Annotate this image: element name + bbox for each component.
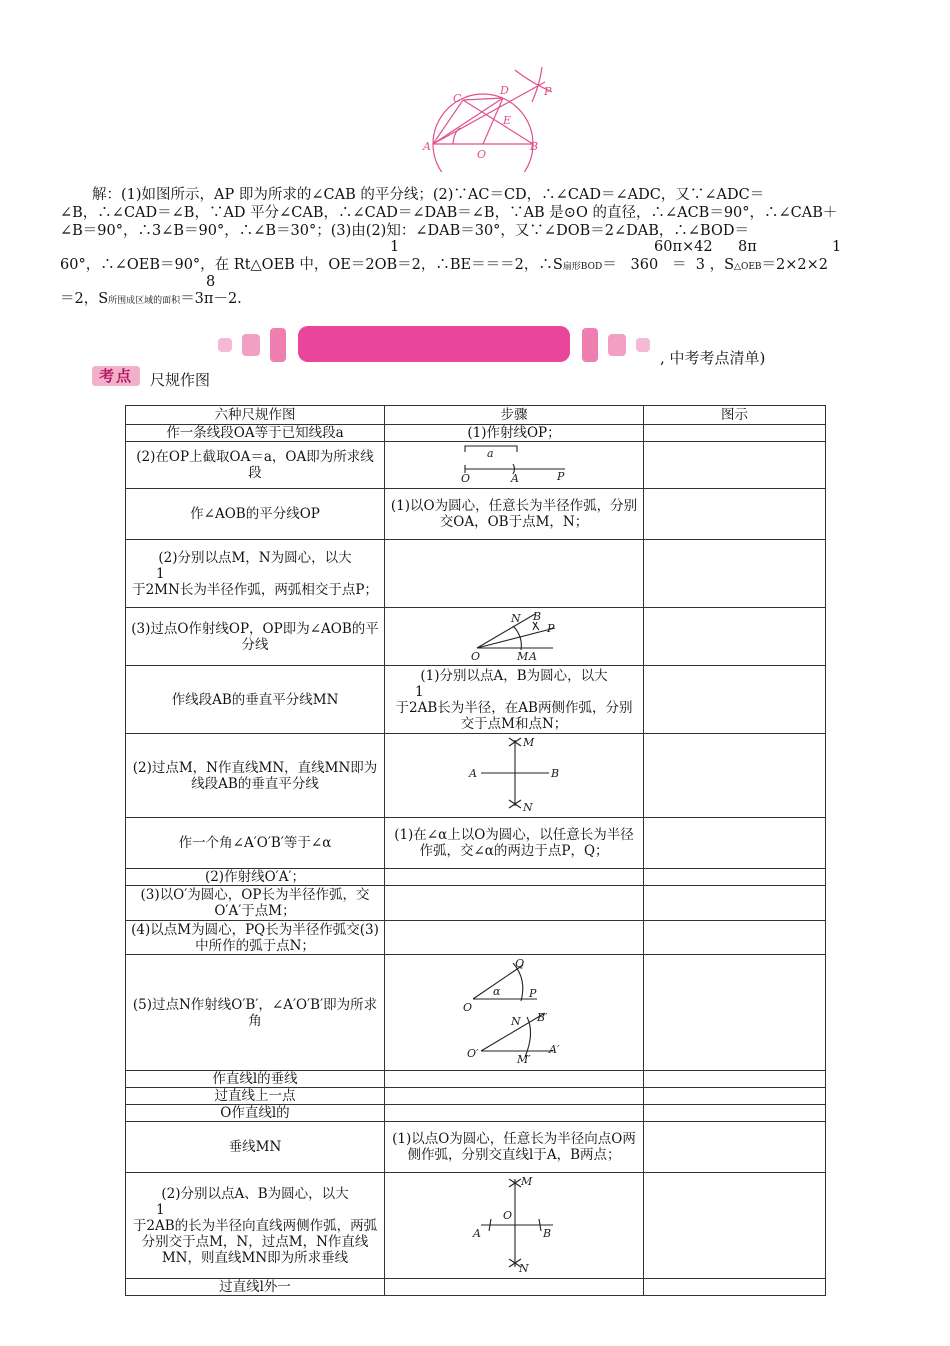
solution-line-1: 解：(1)如图所示，AP 即为所求的∠CAB 的平分线；(2)∵AC＝CD，∴∠CAD＝∠ADC，又∵∠ADC＝ [92,187,765,203]
table-cell: (1)在∠α上以O为圆心，以任意长为半径作弧，交∠α的两边于点P，Q； [385,818,644,869]
construction-table [125,405,826,1296]
banner-block [582,328,598,362]
table-cell: (2)作射线O′A′； [126,869,385,886]
table-cell: 过直线l外一 [126,1279,385,1296]
chord-cd [463,98,503,100]
table-cell [644,442,826,489]
circle-construction-figure [420,62,565,172]
table-header-row [126,406,826,425]
header-cell: 图示 [644,406,826,425]
table-cell [385,1088,644,1105]
label-o: O [463,1001,473,1014]
table-row [126,1088,826,1105]
header-cell: 步骤 [385,406,644,425]
label-b: B [543,1227,552,1240]
label-o: O [461,472,471,484]
table-row [126,818,826,869]
bisector-ap [433,82,545,144]
table-cell: (2)分别以点M，N为圆心，以大 1 于2MN长为半径作弧，两弧相交于点P； [126,540,385,608]
table-cell: (2)分别以点A、B为圆心，以大 1 于2AB的长为半径向直线两侧作弧，两弧分别交于点M，N，过点M，N作直线MN，则直线MN即为所求垂线 [126,1173,385,1279]
table-cell: 作线段AB的垂直平分线MN [126,666,385,734]
label-q: Q [515,957,525,970]
label-a-point: A [511,472,519,484]
perpendicular-bisector-figure [385,734,644,813]
table-cell [644,489,826,540]
solution-line-3: ∠B＝90°，∴3∠B＝90°，∴∠B＝30°；(3)由(2)知：∠DAB＝30°，又∵∠DOB＝2∠DAB，∴∠BOD＝ [60,223,749,239]
table-row [126,1105,826,1122]
table-cell: (4)以点M为圆心，PQ长为半径作弧交(3)中所作的弧于点N； [126,921,385,955]
label-n: N [523,801,533,813]
table-cell: O作直线l的 [126,1105,385,1122]
table-cell [385,869,644,886]
segment-figure [385,442,644,484]
table-cell [644,1279,826,1296]
table-cell [644,869,826,886]
fraction-numerator-3: 8π [738,239,757,255]
table-cell [644,1122,826,1173]
label-b: B [551,767,560,780]
fraction-numerator-4: 1 [832,239,842,255]
table-cell: (1)以O为圆心，任意长为半径作弧，分别交OA，OB于点M，N； [385,489,644,540]
label-p: P [557,470,565,483]
table-cell [644,1173,826,1279]
table-cell: 过直线上一点 [126,1088,385,1105]
label-a-prime: A′ [549,1043,560,1056]
table-cell [385,1071,644,1088]
section-title: , 中考考点清单) [660,349,766,367]
solution-line-2: ∠B，∴∠CAD＝∠B，∵AD 平分∠CAB，∴∠CAD＝∠DAB＝∠B，∵AB 是⊙O 的直径，∴∠ACB＝90°，∴∠CAB＋ [60,205,838,221]
table-row [126,1279,826,1296]
table-cell [385,1279,644,1296]
banner-block [608,334,626,356]
table-row [126,540,826,608]
label-d: D [500,84,509,97]
table-cell [644,540,826,608]
label-p: P [547,622,555,635]
copy-angle-figure [385,955,644,1066]
label-o: O [503,1209,513,1222]
label-p: P [544,85,552,98]
kaodian-title: 尺规作图 [150,371,211,389]
table-cell: 作一条线段OA等于已知线段a [126,425,385,442]
table-cell [644,734,826,818]
table-cell [644,1105,826,1122]
table-cell: (5)过点N作射线O′B′，∠A′O′B′即为所求角 [126,955,385,1071]
table-cell [644,1088,826,1105]
table-row [126,869,826,886]
label-n: N [519,1262,529,1274]
table-cell: (3)过点O作射线OP，OP即为∠AOB的平分线 [126,608,385,666]
banner-block [636,338,650,352]
label-c: C [453,92,462,105]
table-cell: 作一个角∠A′O′B′等于∠α [126,818,385,869]
table-cell: (1)以点O为圆心，任意长为半径向点O两侧作弧，分别交直线l于A，B两点； [385,1122,644,1173]
label-m: M [517,650,529,661]
table-cell [385,608,644,666]
kaodian-tag: 考点 [92,366,140,386]
label-o: O [477,148,487,161]
table-cell [644,425,826,442]
banner-block [242,334,260,356]
label-a: A [529,650,537,661]
table-cell: 作直线l的垂线 [126,1071,385,1088]
label-o: O [471,650,481,661]
perpendicular-figure [385,1173,644,1274]
table-cell [644,921,826,955]
table-cell: (3)以O′为圆心，OP长为半径作弧，交O′A′于点M； [126,886,385,921]
table-cell [385,955,644,1071]
fraction-denominator: 8 [206,274,216,290]
table-cell [644,955,826,1071]
table-cell [644,886,826,921]
table-cell: 垂线MN [126,1122,385,1173]
label-a: A [423,140,431,153]
fraction-numerator-2: 60π×42 [654,239,713,255]
table-cell: (2)过点M，N作直线MN，直线MN即为线段AB的垂直平分线 [126,734,385,818]
table-row [126,886,826,921]
label-e: E [503,114,512,127]
label-a: a [487,447,494,460]
solution-line-4: 60°，∴∠OEB＝90°，在 Rt△OEB 中，OE＝2OB＝2，∴BE＝＝＝2，∴S扇形BOD＝ 360 ＝ 3 ，S△OEB＝2×2×2 [60,257,828,273]
table-cell [644,1071,826,1088]
table-cell: (1)分别以点A，B为圆心，以大 1 于2AB长为半径，在AB两侧作弧，分别交于点M和点N； [385,666,644,734]
table-cell [644,818,826,869]
banner-block [218,338,232,352]
table-row [126,1122,826,1173]
label-b-prime: B′ [537,1011,548,1024]
table-row [126,489,826,540]
banner-block [270,328,286,362]
table-row [126,1071,826,1088]
table-cell [385,886,644,921]
table-cell [385,1173,644,1279]
label-n: N [511,612,521,625]
label-n: N [511,1015,521,1028]
table-cell [385,442,644,489]
table-cell [385,540,644,608]
label-o-prime: O′ [467,1047,479,1060]
section-banner [216,326,654,364]
fraction-numerator-1: 1 [390,239,400,255]
label-m: M [521,1175,533,1188]
label-m-prime: M′ [517,1053,531,1066]
table-row [126,1173,826,1279]
table-cell: (1)作射线OP； [385,425,644,442]
table-row [126,666,826,734]
banner-pill [298,326,570,362]
label-m: M [523,736,535,749]
angle-bisector-figure [385,608,644,661]
table-cell [385,1105,644,1122]
label-b: B [533,610,542,623]
table-cell [385,921,644,955]
table-cell: (2)在OP上截取OA＝a，OA即为所求线段 [126,442,385,489]
table-row [126,921,826,955]
table-row [126,955,826,1071]
label-alpha: α [493,985,501,998]
table-cell [385,734,644,818]
table-row [126,608,826,666]
table-cell [644,608,826,666]
label-a: A [473,1227,481,1240]
label-b: B [530,140,539,153]
label-a: A [469,767,477,780]
table-row [126,442,826,489]
table-row [126,734,826,818]
label-p: P [529,987,537,1000]
solution-line-5: ＝2，S所围成区域的面积＝3π－2. [60,291,242,307]
table-cell: 作∠AOB的平分线OP [126,489,385,540]
header-cell: 六种尺规作图 [126,406,385,425]
table-cell [644,666,826,734]
table-row [126,425,826,442]
